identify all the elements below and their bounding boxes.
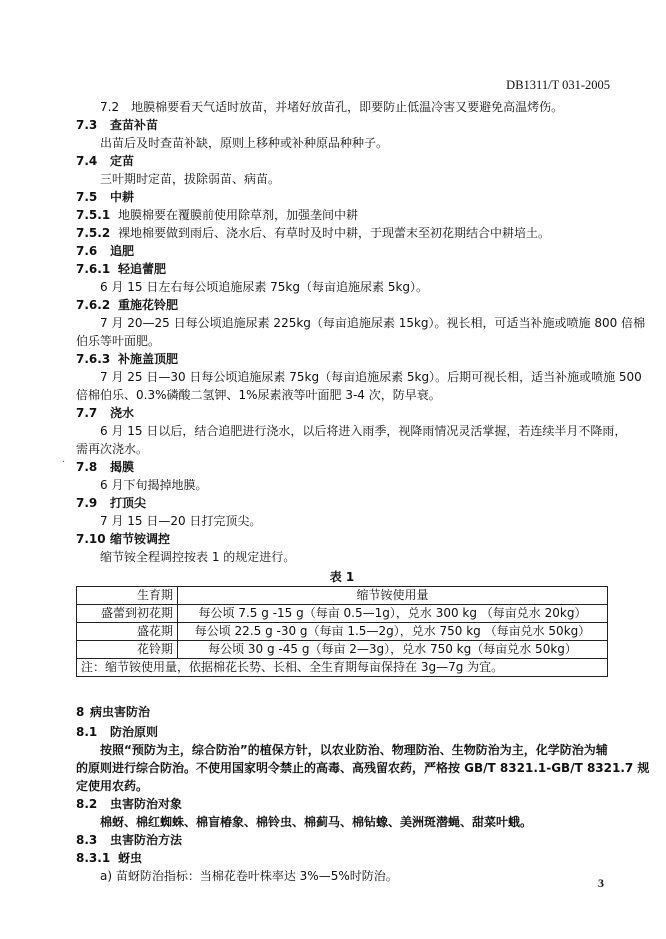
- heading-title: 轻追蕾肥: [118, 262, 167, 276]
- table-header-row: [77, 587, 608, 605]
- heading-number: 8.2: [76, 797, 98, 811]
- heading-title: 蚜虫: [118, 851, 143, 865]
- heading-7-7: [76, 404, 608, 422]
- heading-number: 8.3: [76, 833, 98, 847]
- heading-number: 7.6: [76, 244, 98, 258]
- heading-title: 追肥: [110, 244, 135, 258]
- para-7-4: 三叶期时定苗，拔除弱苗、病苗。: [100, 172, 281, 186]
- heading-8: [76, 703, 608, 721]
- heading-title: 重施花铃肥: [118, 298, 179, 312]
- para-7-7-line2: 需再次浇水。: [76, 442, 149, 456]
- table-row: [77, 605, 608, 623]
- heading-number: 7.4: [76, 154, 98, 168]
- heading-7-3: [76, 116, 608, 134]
- heading-title: 打顶尖: [110, 496, 147, 510]
- para-7-8: 6 月下旬揭掉地膜。: [100, 478, 208, 492]
- para-8-1-line3: 定使用农药。: [76, 779, 149, 793]
- page-body: [76, 98, 650, 885]
- heading-title: 浇水: [110, 406, 135, 420]
- table-cell-dosage: 每公顷 7.5 g -15 g（每亩 0.5—1g），兑水 300 kg （每亩兑水 20kg）: [178, 605, 608, 623]
- table-cell-dosage: 每公顷 30 g -45 g（每亩 2—3g），兑水 750 kg（每亩兑水 50kg）: [178, 641, 608, 659]
- heading-number: 7.5: [76, 190, 98, 204]
- heading-number: 7.6.2: [76, 298, 111, 312]
- heading-7-6-2: [76, 296, 608, 314]
- para-7-6-1: 6 月 15 日左右每公顷追施尿素 75kg（每亩追施尿素 5kg）。: [100, 280, 429, 294]
- heading-number: 7.6.1: [76, 262, 111, 276]
- heading-title: 防治原则: [110, 725, 159, 739]
- heading-number: 7.8: [76, 460, 98, 474]
- heading-7-5: [76, 188, 608, 206]
- clause-number: 7.5.2: [76, 226, 111, 240]
- header-cell-dosage: 缩节铵使用量: [178, 587, 608, 605]
- heading-title: 查苗补苗: [110, 118, 159, 132]
- heading-number: 7.3: [76, 118, 98, 132]
- header-cell-stage: 生育期: [77, 587, 178, 605]
- para-7-9: 7 月 15 日—20 日打完顶尖。: [100, 514, 262, 528]
- clause-text: 裸地棉要做到雨后、浇水后、有草时及时中耕，于现蕾末至初花期结合中耕培土。: [118, 226, 551, 240]
- para-7-6-3-line2: 倍棉伯乐、0.3%磷酸二氢钾、1%尿素液等叶面肥 3-4 次，防早衰。: [76, 388, 441, 402]
- table-cell-stage: 盛蕾到初花期: [77, 605, 178, 623]
- table-note: 注：缩节铵使用量，依据棉花长势、长相、全生育期每亩保持在 3g—7g 为宜。: [77, 659, 608, 677]
- heading-7-4: [76, 152, 608, 170]
- para-7-6-2-line1: 7 月 20—25 日每公顷追施尿素 225kg（每亩追施尿素 15kg）。视长相，可适当补施或喷施 800 倍棉: [100, 316, 646, 330]
- table-cell-stage: 花铃期: [77, 641, 178, 659]
- margin-mark: .: [62, 454, 66, 465]
- heading-8-3-1: [76, 849, 608, 867]
- heading-title: 揭膜: [110, 460, 135, 474]
- heading-8-1: [76, 723, 608, 741]
- heading-number: 7.9: [76, 496, 98, 510]
- heading-8-3: [76, 831, 608, 849]
- heading-title: 虫害防治方法: [110, 833, 183, 847]
- para-7-7-line1: 6 月 15 日以后，结合追肥进行浇水，以后将进入雨季，视降雨情况灵活掌握，若连续半月不降雨，: [100, 424, 627, 438]
- heading-7-9: [76, 494, 608, 512]
- clause-7-5-1: [76, 206, 608, 224]
- para-8-2: 棉蚜、棉红蜘蛛、棉盲椿象、棉铃虫、棉蓟马、棉钻蟓、美洲斑潜蝇、甜菜叶蛾。: [100, 815, 533, 829]
- heading-title: 缩节铵调控: [110, 532, 171, 546]
- heading-title: 中耕: [110, 190, 135, 204]
- clause-7-5-2: [76, 224, 608, 242]
- heading-7-10: [76, 530, 608, 548]
- heading-title: 病虫害防治: [90, 705, 151, 719]
- table-row: [77, 641, 608, 659]
- clause-7-2: 7.2 地膜棉要看天气适时放苗，并堵好放苗孔，即要防止低温冷害又要避免高温烤伤。: [100, 100, 564, 114]
- document-code: DB1311/T 031-2005: [506, 78, 610, 92]
- heading-7-6: [76, 242, 608, 260]
- heading-title: 定苗: [110, 154, 135, 168]
- heading-number: 7.7: [76, 406, 98, 420]
- para-7-3: 出苗后及时查苗补缺，原则上移种或补种原品种种子。: [100, 136, 389, 150]
- clause-text: 地膜棉要在覆膜前使用除草剂，加强垄间中耕: [118, 208, 359, 222]
- para-7-10: 缩节铵全程调控按表 1 的规定进行。: [100, 550, 296, 564]
- table-row: [77, 623, 608, 641]
- para-7-6-3-line1: 7 月 25 日—30 日每公顷追施尿素 75kg（每亩追施尿素 5kg）。后期可视长相，适当补施或喷施 500: [100, 370, 642, 384]
- heading-number: 8.3.1: [76, 851, 111, 865]
- heading-number: 8.1: [76, 725, 98, 739]
- heading-8-2: [76, 795, 608, 813]
- heading-number: 7.10: [76, 532, 106, 546]
- heading-number: 8: [76, 705, 85, 719]
- clause-number: 7.5.1: [76, 208, 111, 222]
- heading-7-6-1: [76, 260, 608, 278]
- table-cell-dosage: 每公顷 22.5 g -30 g（每亩 1.5—2g），兑水 750 kg （每亩兑水 50kg）: [178, 623, 608, 641]
- dosage-table: [76, 586, 608, 677]
- table-note-row: [77, 659, 608, 677]
- heading-number: 7.6.3: [76, 352, 111, 366]
- para-8-1-line1: 按照“预防为主，综合防治”的植保方针，以农业防治、物理防治、生物防治为主，化学防治为辅: [100, 743, 608, 757]
- para-8-1-line2: 的原则进行综合防治。不使用国家明令禁止的高毒、高残留农药，严格按 GB/T 8321.1-GB/T 8321.7 规: [76, 761, 650, 775]
- table-cell-stage: 盛花期: [77, 623, 178, 641]
- table-caption: 表 1: [329, 570, 355, 584]
- heading-7-6-3: [76, 350, 608, 368]
- heading-title: 虫害防治对象: [110, 797, 183, 811]
- heading-title: 补施盖顶肥: [118, 352, 179, 366]
- para-8-3-1-a: a) 苗蚜防治指标：当棉花卷叶株率达 3%—5%时防治。: [100, 869, 398, 883]
- heading-7-8: [76, 458, 608, 476]
- para-7-6-2-line2: 伯乐等叶面肥。: [76, 334, 161, 348]
- page-number: 3: [598, 876, 604, 890]
